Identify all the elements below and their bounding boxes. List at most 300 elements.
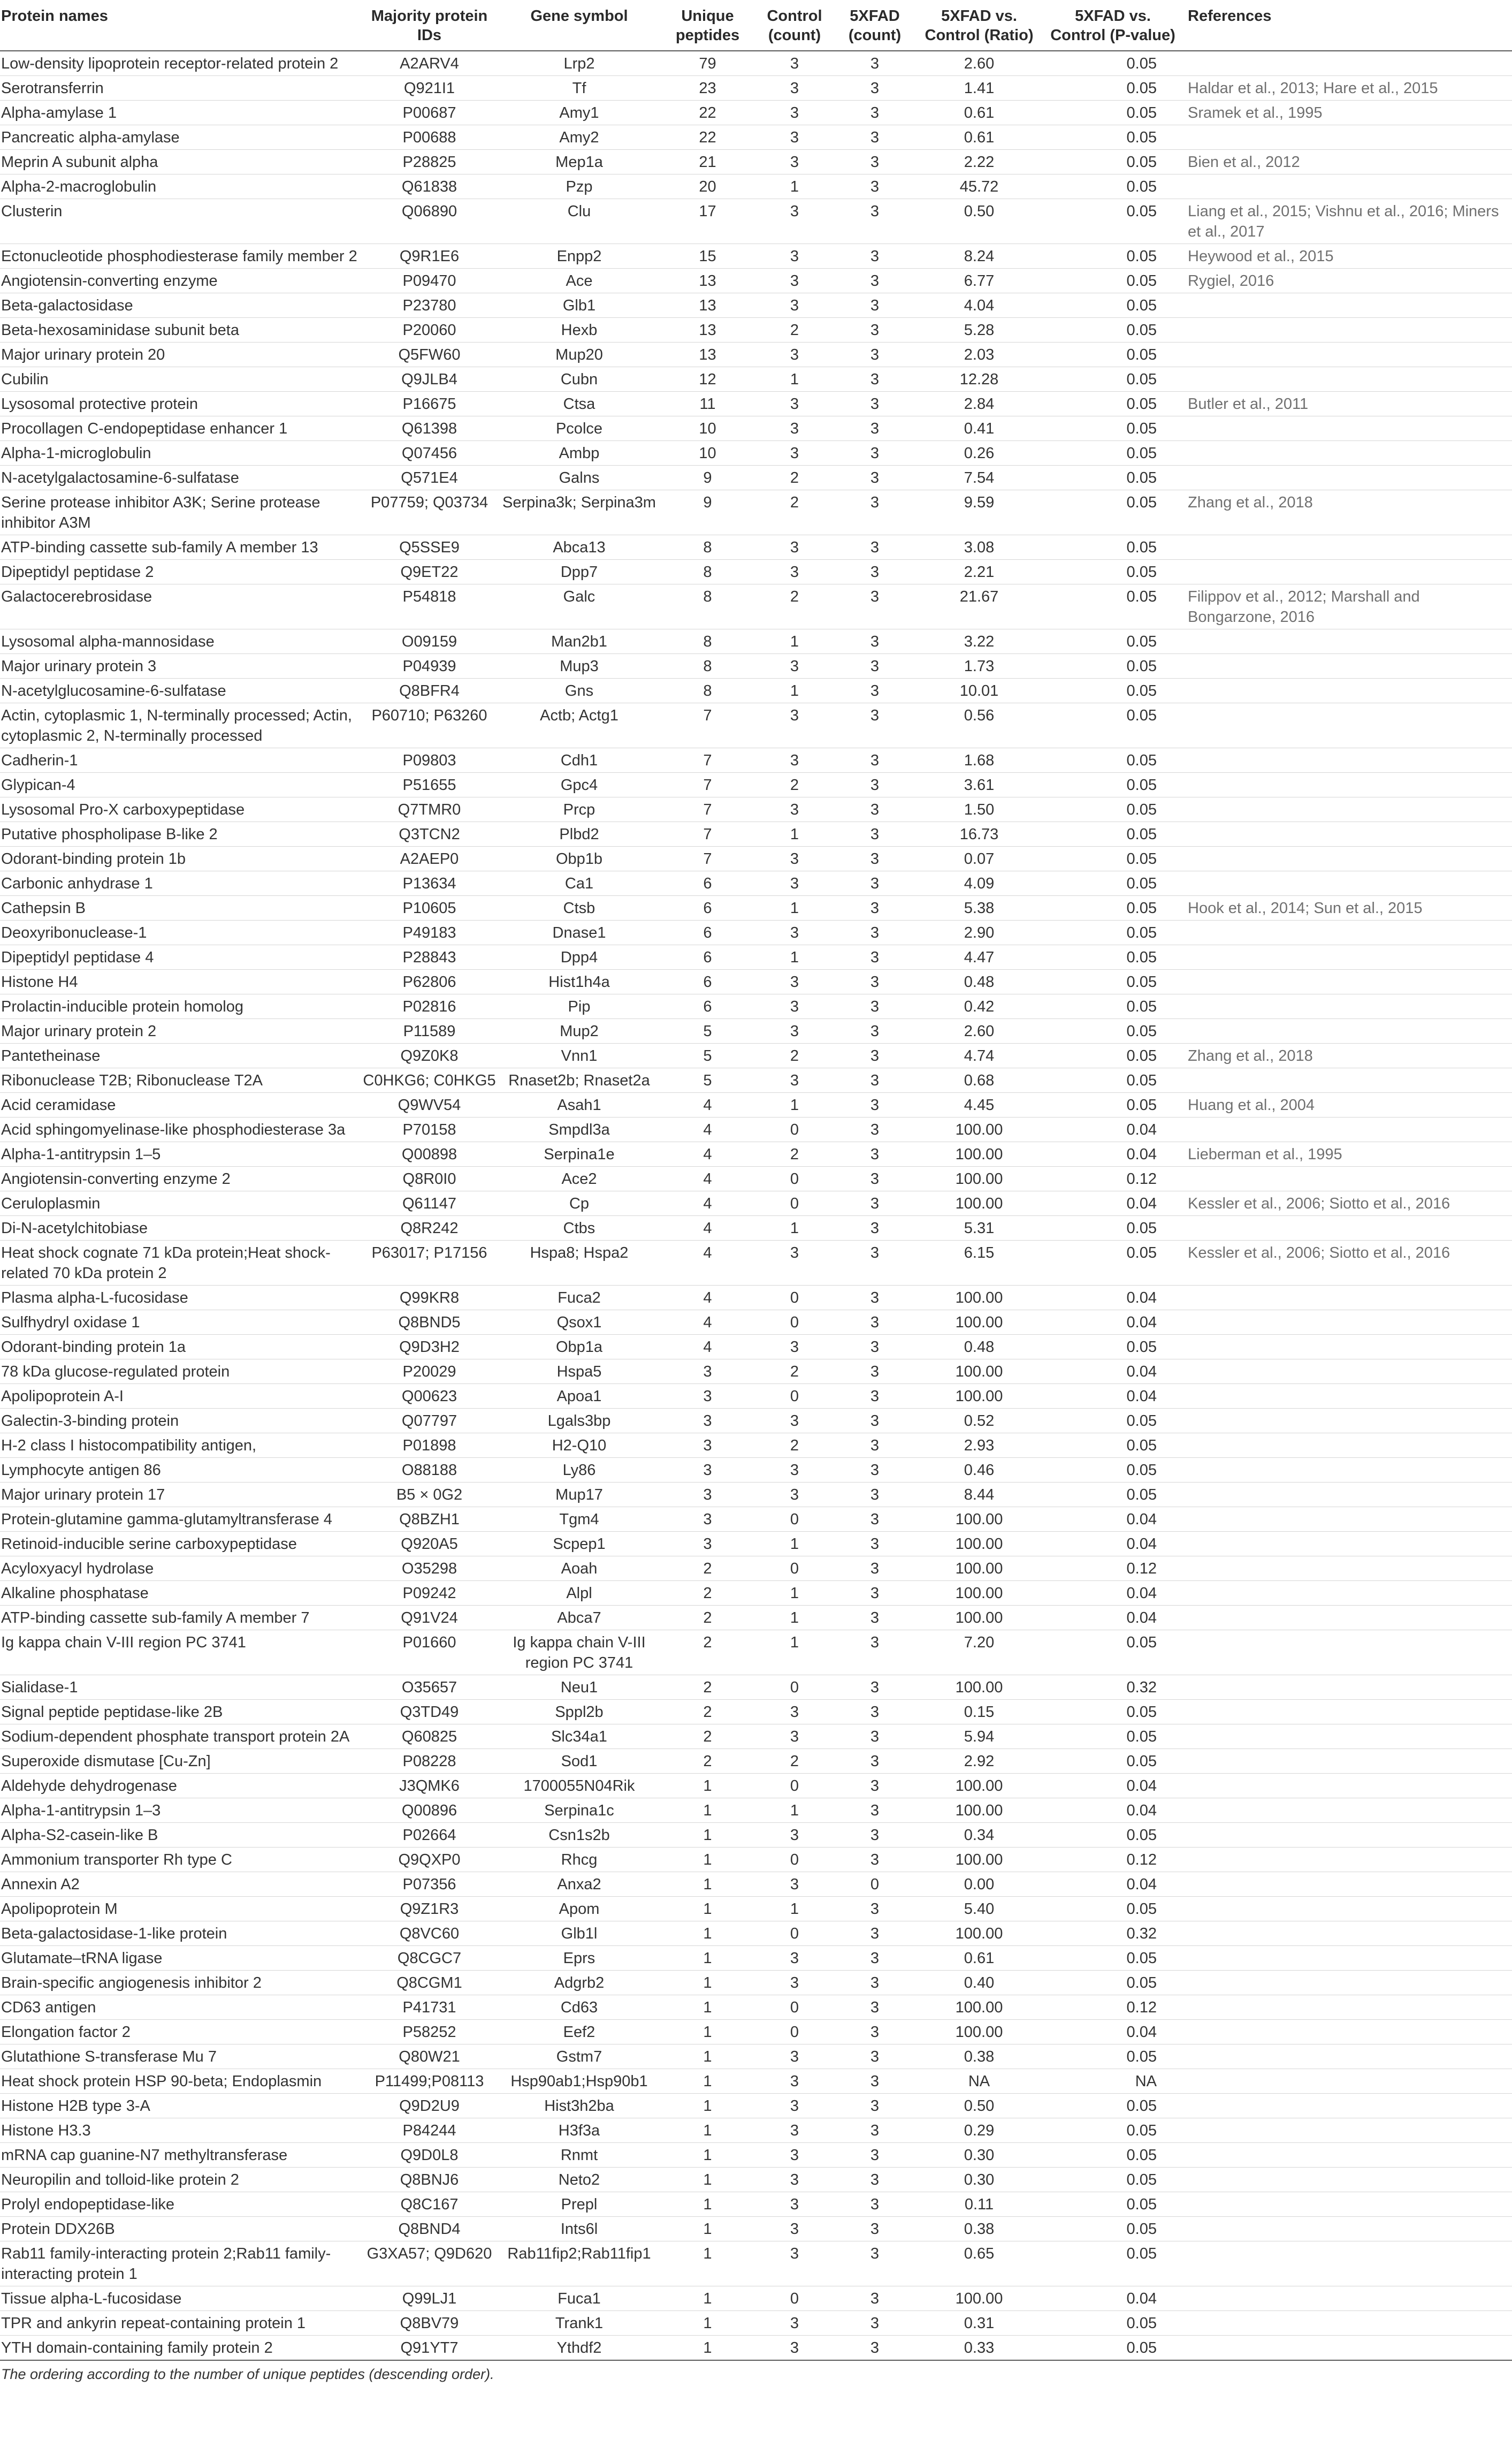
gene-symbol-cell: Eprs (498, 1946, 661, 1971)
table-row (0, 1921, 1512, 1946)
control-count-cell: 0 (754, 1384, 835, 1409)
gene-symbol-cell: Pcolce (498, 416, 661, 441)
protein-name-cell: Carbonic anhydrase 1 (0, 871, 361, 896)
ratio-cell: 100.00 (915, 1384, 1043, 1409)
gene-symbol-cell: Hsp90ab1;Hsp90b1 (498, 2069, 661, 2094)
p-value-cell: 0.05 (1043, 343, 1182, 367)
p-value-cell: 0.05 (1043, 76, 1182, 101)
ratio-cell: 6.15 (915, 1241, 1043, 1286)
protein-name-cell: Lysosomal protective protein (0, 392, 361, 416)
gene-symbol-cell: Hspa8; Hspa2 (498, 1241, 661, 1286)
ratio-cell: 1.68 (915, 748, 1043, 773)
p-value-cell: 0.12 (1043, 1995, 1182, 2020)
p-value-cell: 0.05 (1043, 2311, 1182, 2336)
gene-symbol-cell: Gpc4 (498, 773, 661, 797)
references-cell (1182, 2069, 1512, 2094)
p-value-cell: 0.05 (1043, 199, 1182, 244)
ratio-cell: 1.41 (915, 76, 1043, 101)
gene-symbol-cell: Ythdf2 (498, 2336, 661, 2361)
table-row (0, 1532, 1512, 1556)
references-cell (1182, 1724, 1512, 1749)
control-count-cell: 2 (754, 1142, 835, 1167)
protein-ids-cell: Q00623 (361, 1384, 498, 1409)
5xfad-count-cell: 3 (835, 2143, 915, 2168)
table-row (0, 1384, 1512, 1409)
protein-ids-cell: P41731 (361, 1995, 498, 2020)
gene-symbol-cell: Tf (498, 76, 661, 101)
5xfad-count-cell: 3 (835, 1971, 915, 1995)
protein-ids-cell: Q99KR8 (361, 1286, 498, 1310)
protein-name-cell: Ammonium transporter Rh type C (0, 1848, 361, 1872)
protein-ids-cell: P70158 (361, 1118, 498, 1142)
protein-name-cell: Beta-hexosaminidase subunit beta (0, 318, 361, 343)
references-cell (1182, 1749, 1512, 1774)
5xfad-count-cell: 3 (835, 1556, 915, 1581)
protein-ids-cell: Q8CGM1 (361, 1971, 498, 1995)
table-row (0, 1848, 1512, 1872)
control-count-cell: 3 (754, 2217, 835, 2241)
control-count-cell: 3 (754, 797, 835, 822)
table-row (0, 1286, 1512, 1310)
ratio-cell: 0.41 (915, 416, 1043, 441)
p-value-cell: 0.05 (1043, 2192, 1182, 2217)
protein-ids-cell: Q8R242 (361, 1216, 498, 1241)
protein-ids-cell: Q8BFR4 (361, 679, 498, 703)
5xfad-count-cell: 3 (835, 1606, 915, 1630)
unique-peptides-cell: 6 (661, 945, 754, 970)
references-cell (1182, 2020, 1512, 2044)
gene-symbol-cell: Ctsb (498, 896, 661, 921)
protein-ids-cell: P09803 (361, 748, 498, 773)
references-cell (1182, 1532, 1512, 1556)
protein-name-cell: Lysosomal alpha-mannosidase (0, 629, 361, 654)
protein-name-cell: Histone H4 (0, 970, 361, 994)
unique-peptides-cell: 4 (661, 1093, 754, 1118)
p-value-cell: 0.05 (1043, 945, 1182, 970)
5xfad-count-cell: 3 (835, 797, 915, 822)
references-cell (1182, 441, 1512, 466)
header-protein-names: Protein names (0, 0, 361, 51)
gene-symbol-cell: Serpina1e (498, 1142, 661, 1167)
5xfad-count-cell: 3 (835, 293, 915, 318)
ratio-cell: 1.50 (915, 797, 1043, 822)
protein-ids-cell: O88188 (361, 1458, 498, 1483)
control-count-cell: 3 (754, 2336, 835, 2361)
references-cell: Liang et al., 2015; Vishnu et al., 2016; Miners et al., 2017 (1182, 199, 1512, 244)
5xfad-count-cell: 3 (835, 1848, 915, 1872)
control-count-cell: 1 (754, 822, 835, 847)
control-count-cell: 2 (754, 1044, 835, 1068)
references-cell (1182, 1700, 1512, 1724)
protein-ids-cell: Q7TMR0 (361, 797, 498, 822)
ratio-cell: 100.00 (915, 1774, 1043, 1798)
control-count-cell: 3 (754, 416, 835, 441)
references-cell (1182, 871, 1512, 896)
p-value-cell: 0.04 (1043, 1507, 1182, 1532)
protein-ids-cell: Q8CGC7 (361, 1946, 498, 1971)
gene-symbol-cell: Plbd2 (498, 822, 661, 847)
p-value-cell: 0.04 (1043, 1142, 1182, 1167)
p-value-cell: 0.05 (1043, 535, 1182, 560)
ratio-cell: 0.61 (915, 101, 1043, 125)
ratio-cell: 5.40 (915, 1897, 1043, 1921)
p-value-cell: 0.05 (1043, 1433, 1182, 1458)
unique-peptides-cell: 1 (661, 2241, 754, 2286)
protein-name-cell: Aldehyde dehydrogenase (0, 1774, 361, 1798)
gene-symbol-cell: Serpina1c (498, 1798, 661, 1823)
5xfad-count-cell: 3 (835, 2192, 915, 2217)
protein-name-cell: Glypican-4 (0, 773, 361, 797)
5xfad-count-cell: 3 (835, 1167, 915, 1191)
table-row (0, 466, 1512, 490)
ratio-cell: 0.00 (915, 1872, 1043, 1897)
protein-ids-cell: Q571E4 (361, 466, 498, 490)
protein-name-cell: Prolyl endopeptidase-like (0, 2192, 361, 2217)
table-row (0, 150, 1512, 174)
5xfad-count-cell: 3 (835, 269, 915, 293)
p-value-cell: 0.04 (1043, 1581, 1182, 1606)
gene-symbol-cell: Lgals3bp (498, 1409, 661, 1433)
protein-name-cell: Major urinary protein 2 (0, 1019, 361, 1044)
table-row (0, 1359, 1512, 1384)
p-value-cell: 0.05 (1043, 1335, 1182, 1359)
5xfad-count-cell: 3 (835, 1142, 915, 1167)
references-cell (1182, 1507, 1512, 1532)
p-value-cell: 0.05 (1043, 101, 1182, 125)
protein-name-cell: Sialidase-1 (0, 1675, 361, 1700)
control-count-cell: 2 (754, 1359, 835, 1384)
protein-ids-cell: Q8R0I0 (361, 1167, 498, 1191)
unique-peptides-cell: 1 (661, 2192, 754, 2217)
references-cell (1182, 1310, 1512, 1335)
5xfad-count-cell: 3 (835, 822, 915, 847)
ratio-cell: 0.30 (915, 2168, 1043, 2192)
protein-name-cell: Ceruloplasmin (0, 1191, 361, 1216)
gene-symbol-cell: Alpl (498, 1581, 661, 1606)
unique-peptides-cell: 8 (661, 679, 754, 703)
gene-symbol-cell: Prepl (498, 2192, 661, 2217)
protein-ids-cell: P54818 (361, 584, 498, 629)
table-row (0, 1749, 1512, 1774)
table-row (0, 560, 1512, 584)
protein-ids-cell: P00688 (361, 125, 498, 150)
p-value-cell: 0.04 (1043, 2020, 1182, 2044)
p-value-cell: 0.05 (1043, 2044, 1182, 2069)
protein-ids-cell: Q91V24 (361, 1606, 498, 1630)
control-count-cell: 3 (754, 1241, 835, 1286)
gene-symbol-cell: Slc34a1 (498, 1724, 661, 1749)
protein-ids-cell: Q8BNJ6 (361, 2168, 498, 2192)
protein-ids-cell: P11499;P08113 (361, 2069, 498, 2094)
p-value-cell: 0.05 (1043, 1971, 1182, 1995)
gene-symbol-cell: Tgm4 (498, 1507, 661, 1532)
p-value-cell: 0.04 (1043, 1798, 1182, 1823)
ratio-cell: 2.84 (915, 392, 1043, 416)
5xfad-count-cell: 3 (835, 1823, 915, 1848)
protein-name-cell: Procollagen C-endopeptidase enhancer 1 (0, 416, 361, 441)
ratio-cell: 100.00 (915, 1606, 1043, 1630)
ratio-cell: 5.94 (915, 1724, 1043, 1749)
references-cell: Haldar et al., 2013; Hare et al., 2015 (1182, 76, 1512, 101)
ratio-cell: 100.00 (915, 2020, 1043, 2044)
ratio-cell: 4.09 (915, 871, 1043, 896)
gene-symbol-cell: Mup3 (498, 654, 661, 679)
5xfad-count-cell: 3 (835, 1946, 915, 1971)
ratio-cell: 0.30 (915, 2143, 1043, 2168)
5xfad-count-cell: 3 (835, 847, 915, 871)
p-value-cell: NA (1043, 2069, 1182, 2094)
ratio-cell: 3.61 (915, 773, 1043, 797)
table-row (0, 1724, 1512, 1749)
references-cell (1182, 921, 1512, 945)
5xfad-count-cell: 3 (835, 466, 915, 490)
gene-symbol-cell: Ig kappa chain V-III region PC 3741 (498, 1630, 661, 1675)
5xfad-count-cell: 3 (835, 1019, 915, 1044)
table-row (0, 1019, 1512, 1044)
p-value-cell: 0.05 (1043, 748, 1182, 773)
protein-ids-cell: Q8BND5 (361, 1310, 498, 1335)
gene-symbol-cell: 1700055N04Rik (498, 1774, 661, 1798)
table-row (0, 1241, 1512, 1286)
unique-peptides-cell: 1 (661, 2286, 754, 2311)
header-row (0, 0, 1512, 51)
gene-symbol-cell: Ctsa (498, 392, 661, 416)
ratio-cell: 100.00 (915, 2286, 1043, 2311)
5xfad-count-cell: 3 (835, 2020, 915, 2044)
5xfad-count-cell: 3 (835, 1749, 915, 1774)
protein-ids-cell: Q61398 (361, 416, 498, 441)
5xfad-count-cell: 3 (835, 1409, 915, 1433)
protein-ids-cell: P04939 (361, 654, 498, 679)
ratio-cell: 0.40 (915, 1971, 1043, 1995)
ratio-cell: 0.50 (915, 2094, 1043, 2118)
ratio-cell: 0.26 (915, 441, 1043, 466)
references-cell (1182, 2143, 1512, 2168)
ratio-cell: 0.42 (915, 994, 1043, 1019)
references-cell (1182, 416, 1512, 441)
p-value-cell: 0.05 (1043, 1068, 1182, 1093)
p-value-cell: 0.12 (1043, 1556, 1182, 1581)
references-cell: Heywood et al., 2015 (1182, 244, 1512, 269)
table-row (0, 847, 1512, 871)
protein-ids-cell: Q00898 (361, 1142, 498, 1167)
ratio-cell: 0.34 (915, 1823, 1043, 1848)
references-cell (1182, 1675, 1512, 1700)
protein-ids-cell: P08228 (361, 1749, 498, 1774)
ratio-cell: 0.50 (915, 199, 1043, 244)
unique-peptides-cell: 3 (661, 1409, 754, 1433)
header-control-count: Control (count) (754, 0, 835, 51)
unique-peptides-cell: 10 (661, 416, 754, 441)
protein-ids-cell: P02816 (361, 994, 498, 1019)
table-row (0, 994, 1512, 1019)
references-cell (1182, 629, 1512, 654)
5xfad-count-cell: 3 (835, 1286, 915, 1310)
protein-ids-cell: Q91YT7 (361, 2336, 498, 2361)
ratio-cell: 16.73 (915, 822, 1043, 847)
table-row (0, 1044, 1512, 1068)
gene-symbol-cell: Smpdl3a (498, 1118, 661, 1142)
5xfad-count-cell: 3 (835, 2286, 915, 2311)
protein-ids-cell: O09159 (361, 629, 498, 654)
ratio-cell: 100.00 (915, 1286, 1043, 1310)
ratio-cell: 0.33 (915, 2336, 1043, 2361)
ratio-cell: 21.67 (915, 584, 1043, 629)
table-row (0, 2192, 1512, 2217)
protein-name-cell: Cubilin (0, 367, 361, 392)
unique-peptides-cell: 1 (661, 2217, 754, 2241)
p-value-cell: 0.05 (1043, 584, 1182, 629)
table-row (0, 2217, 1512, 2241)
5xfad-count-cell: 3 (835, 560, 915, 584)
p-value-cell: 0.04 (1043, 2286, 1182, 2311)
5xfad-count-cell: 3 (835, 748, 915, 773)
control-count-cell: 3 (754, 2143, 835, 2168)
gene-symbol-cell: Anxa2 (498, 1872, 661, 1897)
protein-ids-cell: Q920A5 (361, 1532, 498, 1556)
unique-peptides-cell: 8 (661, 654, 754, 679)
protein-ids-cell: P10605 (361, 896, 498, 921)
table-row (0, 822, 1512, 847)
protein-name-cell: Pancreatic alpha-amylase (0, 125, 361, 150)
unique-peptides-cell: 1 (661, 1823, 754, 1848)
protein-name-cell: Ectonucleotide phosphodiesterase family member 2 (0, 244, 361, 269)
ratio-cell: 100.00 (915, 1532, 1043, 1556)
ratio-cell: 0.52 (915, 1409, 1043, 1433)
references-cell (1182, 773, 1512, 797)
5xfad-count-cell: 3 (835, 994, 915, 1019)
control-count-cell: 3 (754, 2241, 835, 2286)
table-row (0, 293, 1512, 318)
protein-ids-cell: Q9D0L8 (361, 2143, 498, 2168)
control-count-cell: 3 (754, 51, 835, 76)
protein-name-cell: ATP-binding cassette sub-family A member 7 (0, 1606, 361, 1630)
ratio-cell: 100.00 (915, 1118, 1043, 1142)
table-row (0, 773, 1512, 797)
ratio-cell: 0.38 (915, 2217, 1043, 2241)
table-row (0, 2336, 1512, 2361)
protein-ids-cell: P63017; P17156 (361, 1241, 498, 1286)
references-cell (1182, 2217, 1512, 2241)
table-row (0, 1774, 1512, 1798)
unique-peptides-cell: 1 (661, 2094, 754, 2118)
p-value-cell: 0.05 (1043, 1019, 1182, 1044)
protein-name-cell: Alpha-1-antitrypsin 1–5 (0, 1142, 361, 1167)
ratio-cell: 100.00 (915, 1675, 1043, 1700)
gene-symbol-cell: H2-Q10 (498, 1433, 661, 1458)
protein-ids-cell: P09470 (361, 269, 498, 293)
unique-peptides-cell: 3 (661, 1507, 754, 1532)
unique-peptides-cell: 2 (661, 1724, 754, 1749)
table-row (0, 367, 1512, 392)
protein-name-cell: Apolipoprotein M (0, 1897, 361, 1921)
5xfad-count-cell: 3 (835, 1675, 915, 1700)
unique-peptides-cell: 1 (661, 1946, 754, 1971)
5xfad-count-cell: 3 (835, 2311, 915, 2336)
control-count-cell: 1 (754, 679, 835, 703)
control-count-cell: 0 (754, 1774, 835, 1798)
unique-peptides-cell: 7 (661, 797, 754, 822)
references-cell (1182, 1409, 1512, 1433)
unique-peptides-cell: 6 (661, 921, 754, 945)
p-value-cell: 0.05 (1043, 490, 1182, 535)
ratio-cell: 0.15 (915, 1700, 1043, 1724)
p-value-cell: 0.04 (1043, 1384, 1182, 1409)
unique-peptides-cell: 8 (661, 584, 754, 629)
table-row (0, 1118, 1512, 1142)
control-count-cell: 1 (754, 896, 835, 921)
5xfad-count-cell: 3 (835, 1458, 915, 1483)
control-count-cell: 0 (754, 1848, 835, 1872)
gene-symbol-cell: Glb1l (498, 1921, 661, 1946)
ratio-cell: 0.38 (915, 2044, 1043, 2069)
protein-name-cell: Odorant-binding protein 1b (0, 847, 361, 871)
unique-peptides-cell: 1 (661, 1897, 754, 1921)
control-count-cell: 1 (754, 1798, 835, 1823)
table-row (0, 174, 1512, 199)
table-row (0, 101, 1512, 125)
protein-name-cell: Signal peptide peptidase-like 2B (0, 1700, 361, 1724)
5xfad-count-cell: 3 (835, 76, 915, 101)
unique-peptides-cell: 13 (661, 318, 754, 343)
unique-peptides-cell: 2 (661, 1700, 754, 1724)
control-count-cell: 0 (754, 1310, 835, 1335)
5xfad-count-cell: 3 (835, 1774, 915, 1798)
table-row (0, 490, 1512, 535)
table-row (0, 1507, 1512, 1532)
gene-symbol-cell: Abca7 (498, 1606, 661, 1630)
references-cell (1182, 679, 1512, 703)
references-cell (1182, 945, 1512, 970)
table-row (0, 392, 1512, 416)
unique-peptides-cell: 20 (661, 174, 754, 199)
protein-name-cell: Deoxyribonuclease-1 (0, 921, 361, 945)
gene-symbol-cell: Mep1a (498, 150, 661, 174)
protein-ids-cell: Q9ET22 (361, 560, 498, 584)
control-count-cell: 1 (754, 1606, 835, 1630)
ratio-cell: 5.28 (915, 318, 1043, 343)
protein-ids-cell: Q61147 (361, 1191, 498, 1216)
table-row (0, 199, 1512, 244)
control-count-cell: 0 (754, 1191, 835, 1216)
table-row (0, 416, 1512, 441)
p-value-cell: 0.05 (1043, 1630, 1182, 1675)
unique-peptides-cell: 4 (661, 1241, 754, 1286)
unique-peptides-cell: 2 (661, 1675, 754, 1700)
protein-ids-cell: P01660 (361, 1630, 498, 1675)
protein-name-cell: Pantetheinase (0, 1044, 361, 1068)
table-row (0, 2311, 1512, 2336)
protein-ids-cell: Q9Z1R3 (361, 1897, 498, 1921)
5xfad-count-cell: 3 (835, 150, 915, 174)
protein-name-cell: Cadherin-1 (0, 748, 361, 773)
references-cell (1182, 1384, 1512, 1409)
references-cell (1182, 343, 1512, 367)
unique-peptides-cell: 3 (661, 1433, 754, 1458)
unique-peptides-cell: 1 (661, 2168, 754, 2192)
gene-symbol-cell: Ace (498, 269, 661, 293)
references-cell (1182, 560, 1512, 584)
references-cell: Kessler et al., 2006; Siotto et al., 2016 (1182, 1241, 1512, 1286)
table-row (0, 1216, 1512, 1241)
table-row (0, 1458, 1512, 1483)
control-count-cell: 0 (754, 2020, 835, 2044)
table-row (0, 921, 1512, 945)
protein-ids-cell: Q07797 (361, 1409, 498, 1433)
references-cell (1182, 466, 1512, 490)
references-cell (1182, 1359, 1512, 1384)
gene-symbol-cell: Dnase1 (498, 921, 661, 945)
